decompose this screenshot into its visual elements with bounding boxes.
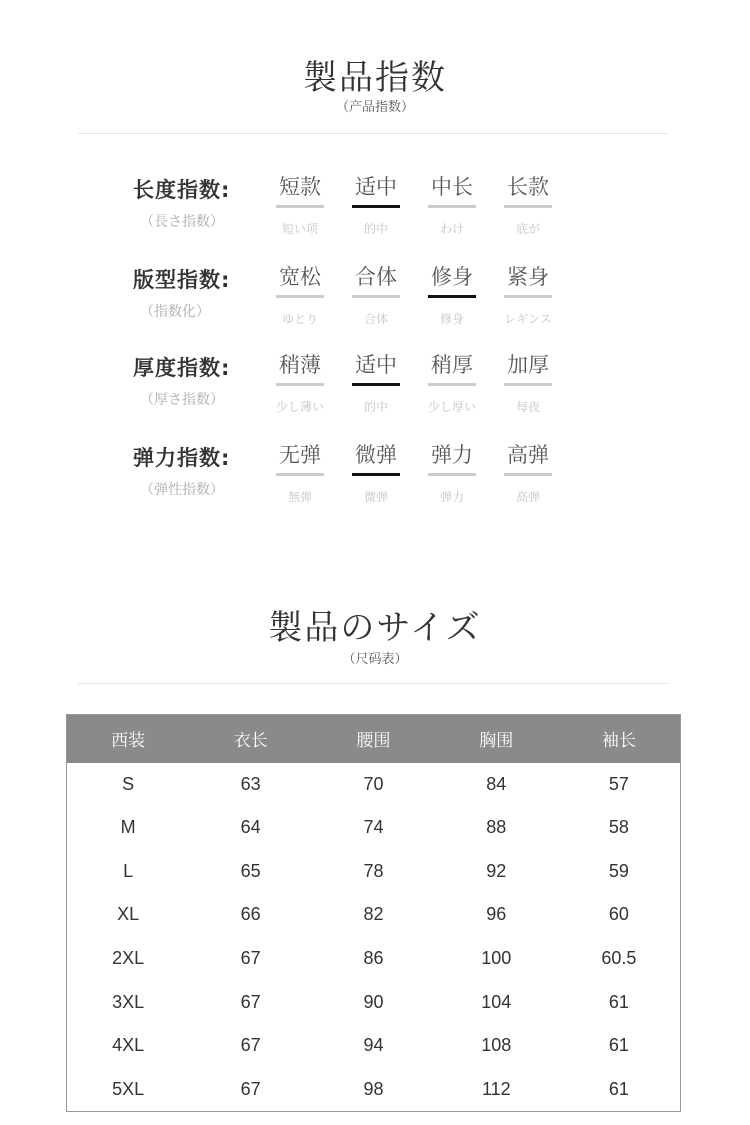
size-table-cell: 66 <box>240 904 261 925</box>
index-option <box>262 352 338 415</box>
index-option-sublabel: 少し薄い <box>275 400 324 414</box>
size-table-row <box>67 893 681 937</box>
size-table-cell: 112 <box>481 1078 511 1099</box>
size-table-cell: 96 <box>486 904 507 925</box>
index-option-indicator <box>504 383 552 386</box>
size-table-cell: 74 <box>363 817 384 838</box>
index-option-sublabel: 的中 <box>363 400 388 414</box>
index-option-label: 适中 <box>355 353 397 377</box>
index-option-sublabel: 每夜 <box>515 400 540 414</box>
size-table-cell: 88 <box>486 817 507 838</box>
index-option-sublabel: 的中 <box>363 222 388 236</box>
index-option <box>414 174 490 237</box>
index-option <box>262 264 338 327</box>
index-option-indicator <box>352 473 400 476</box>
index-option-label: 长款 <box>507 175 549 199</box>
size-table-cell: 61 <box>608 1078 629 1099</box>
index-option-indicator <box>428 295 476 298</box>
index-label: 弹力指数: <box>133 446 231 470</box>
index-section-subtitle: （产品指数） <box>335 100 414 115</box>
size-table-cell: 59 <box>608 860 629 881</box>
size-table-cell: 67 <box>240 1078 261 1099</box>
index-option <box>338 352 414 415</box>
index-option-indicator <box>504 205 552 208</box>
size-table-cell: 108 <box>481 1035 512 1056</box>
size-table-cell: 78 <box>363 860 384 881</box>
index-option-sublabel: 無弹 <box>287 490 312 504</box>
index-option-sublabel: 合体 <box>363 312 388 326</box>
size-table-cell: 65 <box>240 860 261 881</box>
index-label: 长度指数: <box>133 178 231 202</box>
size-table-row <box>67 937 681 981</box>
size-table-row <box>67 1067 681 1111</box>
size-table-cell: 4XL <box>112 1035 145 1056</box>
size-table-cell: L <box>123 860 134 881</box>
size-table-cell: 5XL <box>112 1078 145 1099</box>
index-option-sublabel: 底が <box>515 222 540 236</box>
size-table-cell: 67 <box>240 991 261 1012</box>
index-option-label: 修身 <box>431 265 473 289</box>
index-option-label: 中长 <box>431 175 473 199</box>
size-table <box>66 714 681 1112</box>
index-row <box>0 264 750 344</box>
size-table-cell: 3XL <box>112 991 145 1012</box>
size-table-row <box>67 980 681 1024</box>
index-option-indicator <box>428 473 476 476</box>
size-table-header-cell: 腰围 <box>356 731 391 752</box>
index-option-indicator <box>504 295 552 298</box>
index-option-indicator <box>276 473 324 476</box>
size-table-cell: 86 <box>363 947 384 968</box>
index-option-sublabel: 弹力 <box>439 490 464 504</box>
size-table-header-cell: 西装 <box>111 731 146 752</box>
index-option-sublabel: レギンス <box>504 312 552 326</box>
index-option-sublabel: わけ <box>439 222 464 236</box>
size-table-cell: 67 <box>240 1035 261 1056</box>
size-table-cell: 98 <box>363 1078 384 1099</box>
size-table-body <box>67 763 681 1112</box>
index-sublabel: （長さ指数） <box>140 214 224 230</box>
index-option <box>338 174 414 237</box>
size-table-cell: 104 <box>481 991 512 1012</box>
size-table-cell: 64 <box>240 817 261 838</box>
index-option-indicator <box>276 383 324 386</box>
size-table-header-cell: 胸围 <box>479 731 514 752</box>
size-table-cell: 92 <box>486 860 507 881</box>
index-option-indicator <box>504 473 552 476</box>
size-table-cell: 58 <box>608 817 629 838</box>
index-sublabel: （弹性指数） <box>140 482 224 498</box>
index-option <box>490 352 566 415</box>
size-table-cell: 90 <box>363 991 384 1012</box>
size-table-header-cell: 衣长 <box>233 731 268 752</box>
index-option-label: 高弹 <box>507 443 549 467</box>
index-option-sublabel: ゆとり <box>281 312 318 326</box>
size-table-cell: 100 <box>481 947 512 968</box>
index-option-label: 稍厚 <box>431 353 473 377</box>
index-option-indicator <box>276 295 324 298</box>
size-table-cell: S <box>122 773 135 794</box>
index-option-label: 稍薄 <box>279 353 321 377</box>
size-table-cell: 94 <box>363 1035 384 1056</box>
index-section-divider <box>78 133 668 134</box>
index-option-indicator <box>352 295 400 298</box>
size-table-cell: 61 <box>608 1035 629 1056</box>
size-table-cell: M <box>120 817 136 838</box>
size-table-cell: 60 <box>608 904 629 925</box>
index-option <box>490 442 566 505</box>
index-option-label: 无弹 <box>279 443 321 467</box>
index-option-sublabel: 修身 <box>439 312 464 326</box>
index-option <box>414 442 490 505</box>
index-option-sublabel: 短い项 <box>281 222 318 236</box>
size-section-subtitle: （尺码表） <box>342 652 408 667</box>
index-option-label: 弹力 <box>431 443 473 467</box>
size-table-cell: 60.5 <box>601 947 637 968</box>
index-option-label: 合体 <box>355 265 397 289</box>
size-table-header <box>67 715 681 763</box>
size-table-cell: 61 <box>608 991 629 1012</box>
size-table-header-cell: 袖长 <box>601 731 636 752</box>
index-option-indicator <box>352 205 400 208</box>
size-table-cell: 63 <box>240 773 261 794</box>
index-option-sublabel: 少し厚い <box>427 400 476 414</box>
size-table-row <box>67 763 681 807</box>
index-option-indicator <box>428 383 476 386</box>
size-table-cell: 67 <box>240 947 261 968</box>
size-table-row <box>67 806 681 850</box>
index-option-label: 宽松 <box>279 265 321 289</box>
index-option-label: 适中 <box>355 175 397 199</box>
index-option-indicator <box>276 205 324 208</box>
index-section-title: 製品指数 <box>303 58 447 98</box>
size-table-row <box>67 850 681 894</box>
size-table-cell: 57 <box>608 773 629 794</box>
size-section-divider <box>78 683 668 684</box>
size-section-title: 製品のサイズ <box>268 608 482 648</box>
index-option-label: 紧身 <box>507 265 549 289</box>
size-table-header-row <box>67 715 681 763</box>
size-table-cell: 70 <box>363 773 384 794</box>
size-table-cell: XL <box>117 904 140 925</box>
index-sublabel: （指数化） <box>140 304 210 320</box>
index-label: 版型指数: <box>133 268 231 292</box>
size-table-row <box>67 1024 681 1068</box>
index-sublabel: （厚さ指数） <box>140 392 224 408</box>
index-option-indicator <box>352 383 400 386</box>
size-table-cell: 2XL <box>112 947 145 968</box>
index-option <box>490 174 566 237</box>
index-option <box>338 264 414 327</box>
index-option <box>262 174 338 237</box>
size-table-cell: 84 <box>486 773 507 794</box>
index-option-label: 微弹 <box>355 443 397 467</box>
index-option-sublabel: 高弹 <box>515 490 540 504</box>
index-option <box>414 264 490 327</box>
index-option-sublabel: 微弹 <box>363 490 388 504</box>
size-table-cell: 82 <box>363 904 384 925</box>
index-option-label: 短款 <box>279 175 321 199</box>
index-option-label: 加厚 <box>507 353 549 377</box>
index-row <box>0 442 750 522</box>
index-row <box>0 174 750 254</box>
index-row <box>0 352 750 432</box>
index-option <box>338 442 414 505</box>
index-option <box>414 352 490 415</box>
index-label: 厚度指数: <box>133 356 231 380</box>
index-option <box>490 264 566 327</box>
index-option-indicator <box>428 205 476 208</box>
index-option <box>262 442 338 505</box>
